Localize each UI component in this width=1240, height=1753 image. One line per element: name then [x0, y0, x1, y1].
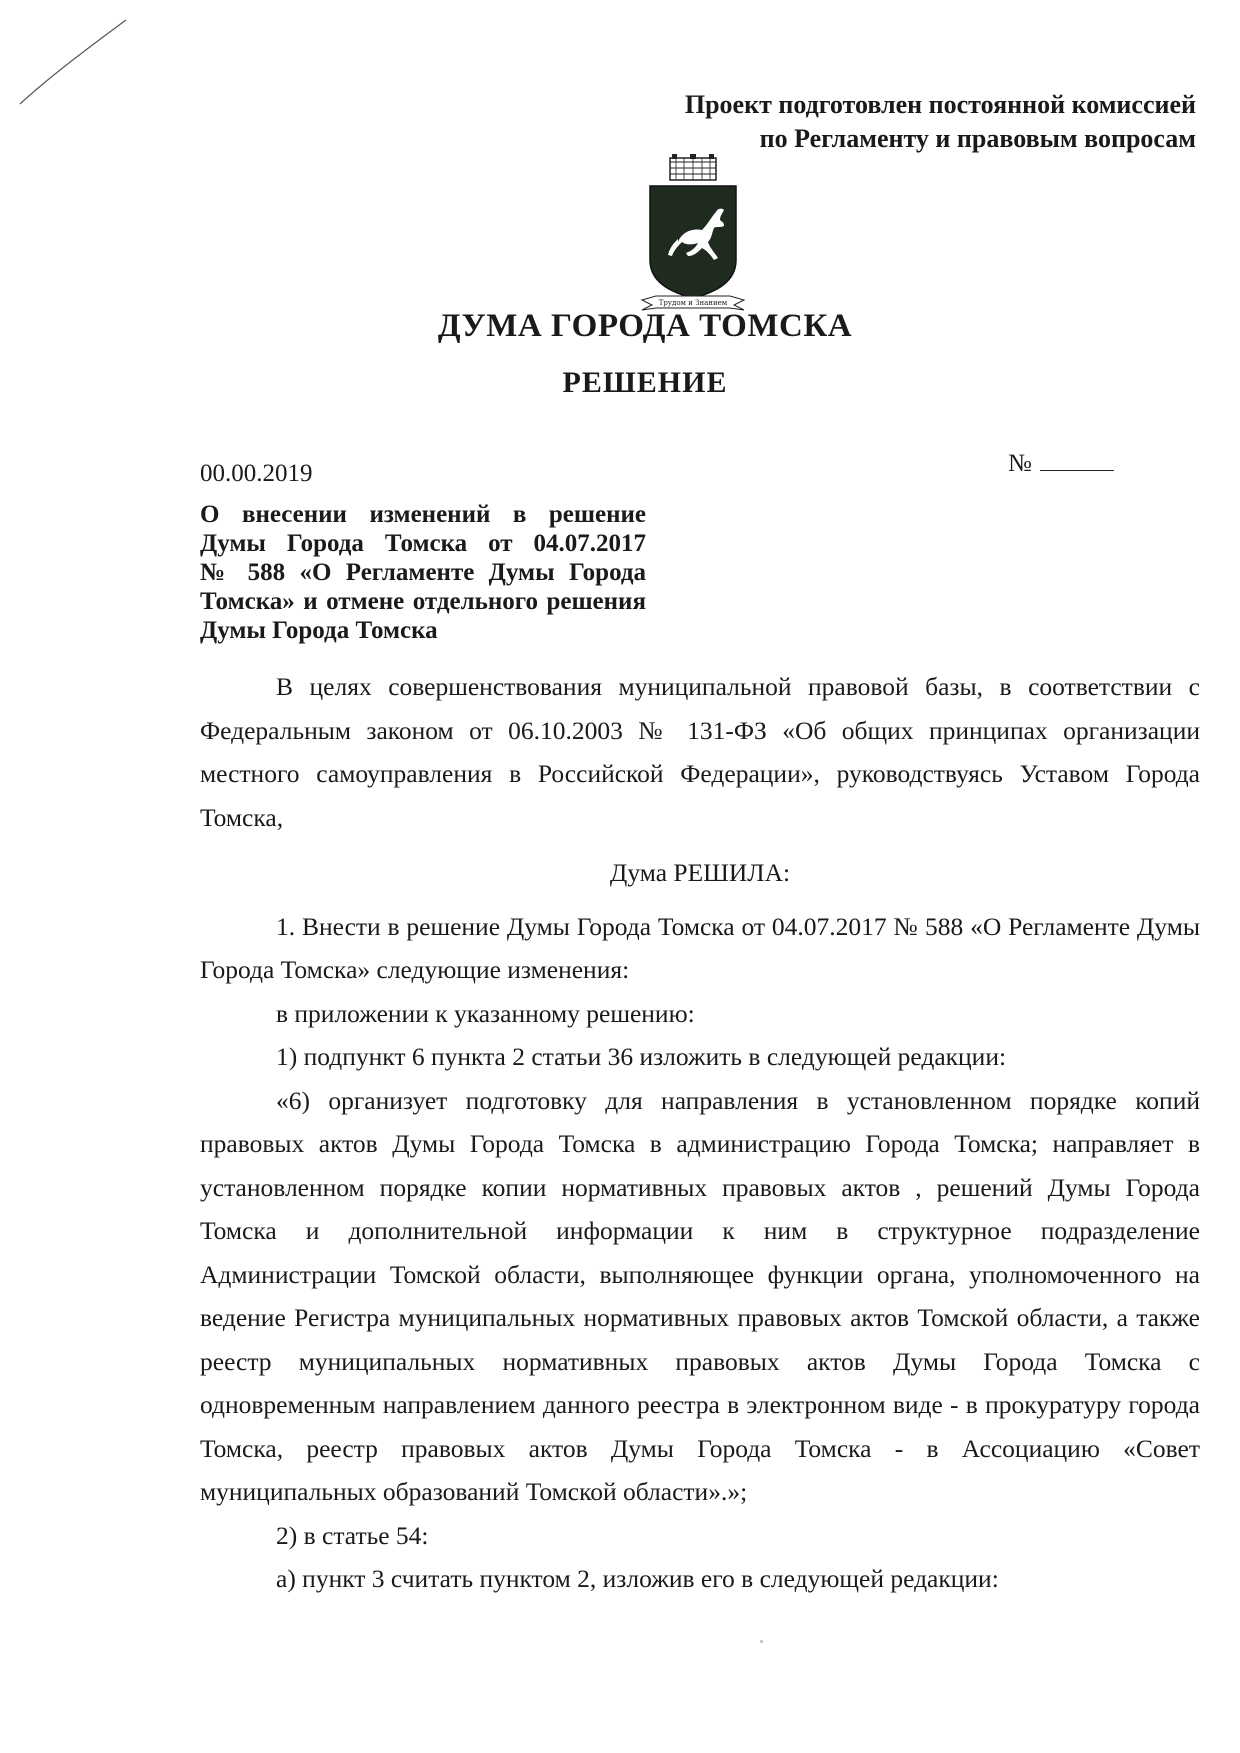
header-note	[556, 88, 1196, 156]
paragraph-4: «6) организует подготовку для направления в установленном порядке копий правовых актов Думы Города Томска в администрацию Города Томска; направляет в установленном порядке копии нормативных правовых актов , решений Думы Города Томска и дополнительной информации к ним в структурное подразделение Администрации Томской области, выполняющее функции органа, уполномоченного на ведение Регистра муниципальных нормативных правовых актов Томской области, а также реестр муниципальных нормативных правовых актов Думы Города Томска с одновременным направлением данного реестра в электронном виде - в прокуратуру города Томска, реестр правовых актов Думы Города Томска - в Ассоциацию «Совет муниципальных образований Томской области».»;	[200, 1085, 1200, 1506]
subject-line: Томска» и отмене отдельного решения	[200, 588, 646, 615]
scan-pen-mark	[18, 18, 128, 108]
paragraph-1: 1. Внести в решение Думы Города Томска от 04.07.2017 № 588 «О Регламенте Думы Города Томска» следующие изменения:	[200, 911, 1200, 984]
crown-icon	[670, 154, 716, 180]
preamble-paragraph: В целях совершенствования муниципальной правовой базы, в соответствии с Федеральным законом от 06.10.2003 № 131-ФЗ «Об общих принципах организации местного самоуправления в Российской Федерации», руководствуясь Уставом Города Томска,	[200, 672, 1200, 832]
svg-text:Трудом и Знанием: Трудом и Знанием	[658, 299, 728, 307]
number-blank-line	[1040, 450, 1114, 471]
header-note-line-1: Проект подготовлен постоянной комиссией	[684, 90, 1196, 119]
document-body	[200, 665, 1200, 1601]
document-type: РЕШЕНИЕ	[562, 366, 728, 399]
number-label: №	[1008, 450, 1032, 477]
organization-title: ДУМА ГОРОДА ТОМСКА	[437, 308, 853, 344]
document-date: 00.00.2019	[200, 460, 313, 487]
header-note-line-2: по Регламенту и правовым вопросам	[759, 124, 1196, 153]
subject-line: Думы Города Томска от 04.07.2017	[200, 530, 646, 557]
document-number	[1008, 450, 1114, 478]
coat-of-arms-icon	[638, 154, 748, 314]
subject-line: О внесении изменений в решение	[200, 501, 646, 528]
paragraph-3: 1) подпункт 6 пункта 2 статьи 36 изложить в следующей редакции:	[276, 1042, 1007, 1071]
subject-line: № 588 «О Регламенте Думы Города	[200, 559, 646, 586]
scan-dust-dot	[760, 1640, 763, 1643]
paragraph-2: в приложении к указанному решению:	[276, 998, 695, 1028]
document-subject	[200, 500, 646, 645]
subject-line: Думы Города Томска	[200, 617, 438, 644]
paragraph-5: 2) в статье 54:	[276, 1520, 429, 1550]
paragraph-6: а) пункт 3 считать пунктом 2, изложив его в следующей редакции:	[276, 1564, 999, 1593]
resolution-heading: Дума РЕШИЛА:	[609, 858, 791, 887]
